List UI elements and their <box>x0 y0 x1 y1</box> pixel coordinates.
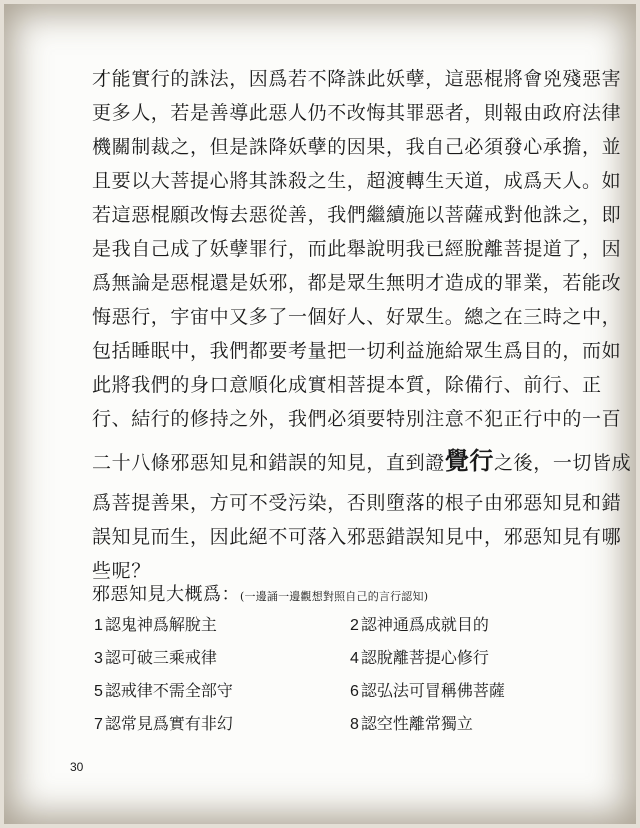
body-line: 行、結行的修持之外，我們必須要特別注意不犯正行中的一百 <box>92 408 622 430</box>
emphasized-term: 覺行 <box>444 446 495 475</box>
heading-title: 邪惡知見大概爲： <box>92 584 240 605</box>
body-line: 且要以大菩提心將其誅殺之生，超渡轉生天道，成爲天人。如 <box>92 170 622 192</box>
body-line: 是我自己成了妖孽罪行，而此舉說明我已經脫離菩提道了，因 <box>92 238 622 260</box>
item-number: 8 <box>350 716 359 733</box>
item-text: 認神通爲成就目的 <box>360 615 489 634</box>
item-text: 認空性離常獨立 <box>360 714 473 733</box>
section-heading <box>92 582 428 608</box>
item-text: 認可破三乘戒律 <box>104 648 217 667</box>
item-number: 6 <box>350 683 359 700</box>
heading-note: (一邊誦一邊觀想對照自己的言行認知) <box>240 590 429 603</box>
item-text: 認脫離菩提心修行 <box>360 648 489 667</box>
body-line: 更多人，若是善導此惡人仍不改悔其罪惡者，則報由政府法律 <box>92 102 622 124</box>
page-number: 30 <box>70 760 84 774</box>
list-item <box>94 647 350 669</box>
body-line: 爲無論是惡棍還是妖邪，都是眾生無明才造成的罪業，若能改 <box>92 272 622 294</box>
body-line: 機關制裁之，但是誅降妖孽的因果，我自己必須發心承擔，並 <box>92 136 622 158</box>
item-text: 認鬼神爲解脫主 <box>104 615 217 634</box>
list-item <box>350 680 534 702</box>
item-number: 1 <box>94 617 103 634</box>
list-item <box>94 713 350 735</box>
list-item <box>94 680 350 702</box>
body-line: 才能實行的誅法，因爲若不降誅此妖孽，這惡棍將會兇殘惡害 <box>92 68 622 90</box>
body-line: 包括睡眠中，我們都要考量把一切利益施給眾生爲目的，而如 <box>92 340 622 362</box>
list-item <box>350 614 534 636</box>
item-number: 2 <box>350 617 359 634</box>
body-line: 此將我們的身口意順化成實相菩提本質，除備行、前行、正 <box>92 374 602 396</box>
body-line-with-emphasis <box>92 444 632 478</box>
item-number: 5 <box>94 683 103 700</box>
body-line: 爲菩提善果，方可不受污染，否則墮落的根子由邪惡知見和錯 <box>92 492 622 514</box>
line-text-after: 之後，一切皆成 <box>494 452 632 474</box>
list-item <box>350 647 534 669</box>
body-line: 誤知見而生，因此絕不可落入邪惡錯誤知見中，邪惡知見有哪 <box>92 526 622 548</box>
line-text-before: 二十八條邪惡知見和錯誤的知見，直到證 <box>92 452 445 474</box>
wrong-views-list <box>94 614 534 735</box>
item-text: 認戒律不需全部守 <box>104 681 233 700</box>
body-paragraph <box>92 62 632 588</box>
body-line: 些呢？ <box>92 560 151 582</box>
list-item <box>94 614 350 636</box>
body-line: 悔惡行，宇宙中又多了一個好人、好眾生。總之在三時之中， <box>92 306 622 328</box>
body-line: 若這惡棍願改悔去惡從善，我們繼續施以菩薩戒對他誅之，即 <box>92 204 622 226</box>
list-item <box>350 713 534 735</box>
item-text: 認弘法可冒稱佛菩薩 <box>360 681 505 700</box>
item-number: 7 <box>94 716 103 733</box>
item-number: 3 <box>94 650 103 667</box>
item-number: 4 <box>350 650 359 667</box>
item-text: 認常見爲實有非幻 <box>104 714 233 733</box>
